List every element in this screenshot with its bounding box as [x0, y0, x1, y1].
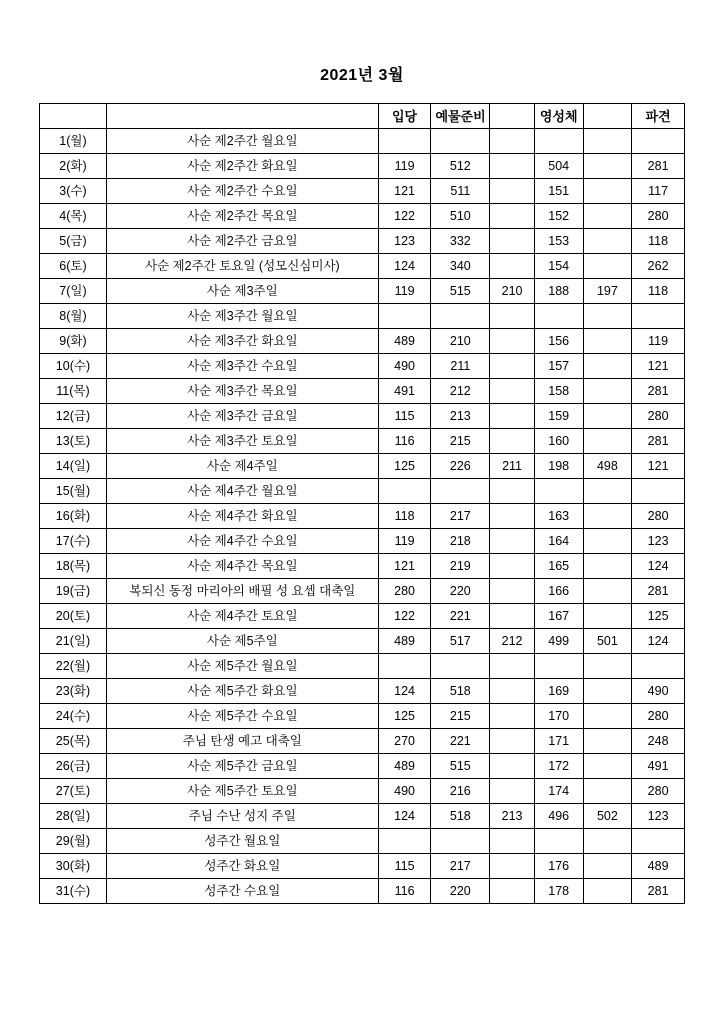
cell-dismissal: 248 — [632, 729, 685, 754]
cell-communion-2 — [583, 779, 632, 804]
cell-communion: 174 — [534, 779, 583, 804]
cell-dismissal: 281 — [632, 579, 685, 604]
cell-description: 사순 제2주간 수요일 — [106, 179, 378, 204]
cell-day: 12(금) — [40, 404, 107, 429]
table-row — [40, 554, 685, 579]
cell-entrance: 119 — [378, 279, 431, 304]
cell-entrance — [378, 304, 431, 329]
cell-day: 21(일) — [40, 629, 107, 654]
cell-description: 사순 제3주간 화요일 — [106, 329, 378, 354]
cell-description: 사순 제3주간 금요일 — [106, 404, 378, 429]
cell-day: 16(화) — [40, 504, 107, 529]
cell-offertory-2 — [490, 754, 535, 779]
cell-communion — [534, 479, 583, 504]
cell-description: 성주간 화요일 — [106, 854, 378, 879]
cell-offertory-2 — [490, 204, 535, 229]
cell-communion: 166 — [534, 579, 583, 604]
table-row — [40, 379, 685, 404]
table-row — [40, 854, 685, 879]
cell-communion-2 — [583, 154, 632, 179]
cell-day: 19(금) — [40, 579, 107, 604]
cell-day: 28(일) — [40, 804, 107, 829]
column-header-entrance: 입당 — [378, 104, 431, 129]
cell-description: 사순 제3주간 수요일 — [106, 354, 378, 379]
cell-communion-2 — [583, 504, 632, 529]
cell-offertory-2 — [490, 229, 535, 254]
cell-offertory: 213 — [431, 404, 490, 429]
cell-description: 사순 제3주간 토요일 — [106, 429, 378, 454]
table-row — [40, 654, 685, 679]
cell-offertory — [431, 479, 490, 504]
cell-dismissal: 280 — [632, 704, 685, 729]
cell-offertory-2 — [490, 304, 535, 329]
cell-communion: 152 — [534, 204, 583, 229]
cell-offertory-2: 211 — [490, 454, 535, 479]
cell-description: 사순 제2주간 금요일 — [106, 229, 378, 254]
cell-communion — [534, 304, 583, 329]
cell-offertory-2 — [490, 479, 535, 504]
table-row — [40, 804, 685, 829]
cell-communion-2 — [583, 129, 632, 154]
cell-communion: 158 — [534, 379, 583, 404]
cell-offertory — [431, 129, 490, 154]
cell-day: 22(월) — [40, 654, 107, 679]
table-row — [40, 479, 685, 504]
cell-communion-2 — [583, 229, 632, 254]
cell-dismissal: 124 — [632, 629, 685, 654]
cell-day: 2(화) — [40, 154, 107, 179]
cell-communion: 164 — [534, 529, 583, 554]
table-row — [40, 679, 685, 704]
table-row — [40, 629, 685, 654]
table-row — [40, 354, 685, 379]
cell-offertory: 220 — [431, 879, 490, 904]
cell-offertory-2 — [490, 404, 535, 429]
cell-entrance: 491 — [378, 379, 431, 404]
cell-communion: 172 — [534, 754, 583, 779]
schedule-table-container — [39, 103, 685, 904]
cell-day: 17(수) — [40, 529, 107, 554]
table-row — [40, 879, 685, 904]
cell-description: 사순 제2주간 화요일 — [106, 154, 378, 179]
cell-dismissal: 280 — [632, 779, 685, 804]
cell-communion: 504 — [534, 154, 583, 179]
cell-communion-2 — [583, 379, 632, 404]
table-header — [40, 104, 685, 129]
column-header-offertory-2 — [490, 104, 535, 129]
table-row — [40, 304, 685, 329]
cell-offertory-2 — [490, 504, 535, 529]
table-row — [40, 429, 685, 454]
table-row — [40, 604, 685, 629]
cell-dismissal: 281 — [632, 429, 685, 454]
cell-day: 23(화) — [40, 679, 107, 704]
cell-entrance — [378, 654, 431, 679]
cell-communion: 156 — [534, 329, 583, 354]
cell-entrance: 122 — [378, 604, 431, 629]
cell-communion — [534, 829, 583, 854]
cell-communion: 171 — [534, 729, 583, 754]
cell-offertory-2 — [490, 654, 535, 679]
table-row — [40, 754, 685, 779]
cell-communion-2: 498 — [583, 454, 632, 479]
cell-communion: 178 — [534, 879, 583, 904]
table-row — [40, 204, 685, 229]
cell-day: 5(금) — [40, 229, 107, 254]
table-row — [40, 154, 685, 179]
cell-day: 30(화) — [40, 854, 107, 879]
cell-communion: 169 — [534, 679, 583, 704]
cell-description: 사순 제2주간 토요일 (성모신심미사) — [106, 254, 378, 279]
cell-day: 18(목) — [40, 554, 107, 579]
cell-entrance: 115 — [378, 854, 431, 879]
cell-offertory-2 — [490, 329, 535, 354]
cell-communion — [534, 129, 583, 154]
cell-offertory-2: 210 — [490, 279, 535, 304]
cell-communion: 170 — [534, 704, 583, 729]
cell-entrance: 270 — [378, 729, 431, 754]
cell-day: 1(월) — [40, 129, 107, 154]
cell-day: 10(수) — [40, 354, 107, 379]
cell-entrance: 490 — [378, 779, 431, 804]
cell-communion-2: 501 — [583, 629, 632, 654]
table-row — [40, 829, 685, 854]
cell-entrance: 116 — [378, 879, 431, 904]
cell-description: 사순 제5주간 수요일 — [106, 704, 378, 729]
cell-entrance: 490 — [378, 354, 431, 379]
cell-dismissal: 118 — [632, 229, 685, 254]
cell-offertory-2 — [490, 379, 535, 404]
cell-entrance: 121 — [378, 179, 431, 204]
cell-day: 6(토) — [40, 254, 107, 279]
cell-description: 사순 제5주간 금요일 — [106, 754, 378, 779]
table-row — [40, 504, 685, 529]
cell-entrance: 119 — [378, 154, 431, 179]
cell-offertory: 212 — [431, 379, 490, 404]
cell-communion — [534, 654, 583, 679]
cell-day: 15(월) — [40, 479, 107, 504]
cell-dismissal: 119 — [632, 329, 685, 354]
cell-dismissal: 117 — [632, 179, 685, 204]
cell-day: 25(목) — [40, 729, 107, 754]
cell-description: 사순 제3주간 목요일 — [106, 379, 378, 404]
cell-offertory: 518 — [431, 679, 490, 704]
cell-communion-2 — [583, 554, 632, 579]
cell-dismissal — [632, 304, 685, 329]
schedule-table — [39, 103, 685, 904]
cell-description: 성주간 월요일 — [106, 829, 378, 854]
cell-offertory-2 — [490, 179, 535, 204]
cell-communion: 157 — [534, 354, 583, 379]
cell-dismissal: 280 — [632, 404, 685, 429]
cell-entrance — [378, 829, 431, 854]
cell-offertory-2 — [490, 529, 535, 554]
cell-dismissal: 281 — [632, 154, 685, 179]
table-row — [40, 779, 685, 804]
cell-communion: 160 — [534, 429, 583, 454]
cell-dismissal: 262 — [632, 254, 685, 279]
cell-day: 3(수) — [40, 179, 107, 204]
cell-dismissal: 280 — [632, 204, 685, 229]
cell-offertory: 332 — [431, 229, 490, 254]
cell-offertory: 515 — [431, 279, 490, 304]
cell-entrance: 124 — [378, 679, 431, 704]
cell-dismissal: 281 — [632, 379, 685, 404]
table-body — [40, 129, 685, 904]
cell-offertory-2 — [490, 429, 535, 454]
cell-communion-2 — [583, 854, 632, 879]
cell-communion-2: 197 — [583, 279, 632, 304]
table-row — [40, 279, 685, 304]
cell-communion-2 — [583, 604, 632, 629]
cell-offertory-2: 213 — [490, 804, 535, 829]
cell-offertory-2: 212 — [490, 629, 535, 654]
cell-offertory-2 — [490, 679, 535, 704]
cell-day: 11(목) — [40, 379, 107, 404]
cell-day: 26(금) — [40, 754, 107, 779]
cell-communion-2 — [583, 204, 632, 229]
table-row — [40, 529, 685, 554]
cell-offertory: 220 — [431, 579, 490, 604]
cell-offertory-2 — [490, 154, 535, 179]
cell-communion-2 — [583, 729, 632, 754]
cell-day: 14(일) — [40, 454, 107, 479]
cell-offertory-2 — [490, 579, 535, 604]
cell-description: 사순 제4주간 화요일 — [106, 504, 378, 529]
cell-dismissal: 490 — [632, 679, 685, 704]
table-header-row — [40, 104, 685, 129]
cell-dismissal: 121 — [632, 354, 685, 379]
cell-communion: 165 — [534, 554, 583, 579]
cell-entrance: 119 — [378, 529, 431, 554]
cell-offertory: 215 — [431, 429, 490, 454]
cell-entrance: 118 — [378, 504, 431, 529]
table-row — [40, 254, 685, 279]
cell-offertory: 515 — [431, 754, 490, 779]
cell-offertory: 219 — [431, 554, 490, 579]
cell-entrance: 121 — [378, 554, 431, 579]
table-row — [40, 579, 685, 604]
cell-offertory: 221 — [431, 604, 490, 629]
cell-communion-2 — [583, 429, 632, 454]
cell-communion: 153 — [534, 229, 583, 254]
cell-description: 사순 제4주일 — [106, 454, 378, 479]
cell-offertory-2 — [490, 729, 535, 754]
cell-offertory: 218 — [431, 529, 490, 554]
cell-dismissal: 121 — [632, 454, 685, 479]
cell-description: 사순 제2주간 목요일 — [106, 204, 378, 229]
table-row — [40, 129, 685, 154]
cell-communion: 188 — [534, 279, 583, 304]
cell-description: 사순 제5주일 — [106, 629, 378, 654]
cell-communion: 154 — [534, 254, 583, 279]
cell-offertory: 211 — [431, 354, 490, 379]
cell-offertory: 518 — [431, 804, 490, 829]
cell-dismissal: 489 — [632, 854, 685, 879]
cell-communion-2 — [583, 679, 632, 704]
cell-entrance: 123 — [378, 229, 431, 254]
cell-entrance: 125 — [378, 454, 431, 479]
cell-dismissal — [632, 129, 685, 154]
cell-entrance: 489 — [378, 329, 431, 354]
cell-communion-2 — [583, 754, 632, 779]
cell-description: 사순 제3주일 — [106, 279, 378, 304]
cell-entrance: 280 — [378, 579, 431, 604]
cell-description: 복되신 동정 마리아의 배필 성 요셉 대축일 — [106, 579, 378, 604]
cell-communion: 496 — [534, 804, 583, 829]
table-row — [40, 179, 685, 204]
cell-offertory: 340 — [431, 254, 490, 279]
page-title: 2021년 3월 — [320, 67, 404, 84]
cell-communion-2 — [583, 654, 632, 679]
cell-entrance: 122 — [378, 204, 431, 229]
cell-dismissal: 118 — [632, 279, 685, 304]
cell-day: 8(월) — [40, 304, 107, 329]
column-header-dismissal: 파견 — [632, 104, 685, 129]
cell-communion: 159 — [534, 404, 583, 429]
cell-offertory-2 — [490, 604, 535, 629]
cell-description: 사순 제5주간 화요일 — [106, 679, 378, 704]
column-header-description — [106, 104, 378, 129]
column-header-day — [40, 104, 107, 129]
cell-dismissal: 123 — [632, 529, 685, 554]
cell-day: 31(수) — [40, 879, 107, 904]
cell-communion-2 — [583, 479, 632, 504]
cell-offertory-2 — [490, 779, 535, 804]
cell-communion-2 — [583, 254, 632, 279]
cell-entrance: 116 — [378, 429, 431, 454]
cell-offertory-2 — [490, 829, 535, 854]
column-header-communion-2 — [583, 104, 632, 129]
cell-offertory-2 — [490, 554, 535, 579]
table-row — [40, 329, 685, 354]
cell-communion-2 — [583, 829, 632, 854]
cell-communion-2 — [583, 404, 632, 429]
cell-communion: 167 — [534, 604, 583, 629]
cell-communion: 163 — [534, 504, 583, 529]
cell-entrance: 124 — [378, 254, 431, 279]
cell-day: 27(토) — [40, 779, 107, 804]
cell-communion-2 — [583, 354, 632, 379]
cell-description: 사순 제4주간 수요일 — [106, 529, 378, 554]
cell-offertory-2 — [490, 354, 535, 379]
table-row — [40, 704, 685, 729]
cell-description: 성주간 수요일 — [106, 879, 378, 904]
cell-offertory: 217 — [431, 854, 490, 879]
cell-offertory: 217 — [431, 504, 490, 529]
cell-offertory-2 — [490, 129, 535, 154]
table-row — [40, 729, 685, 754]
cell-day: 29(월) — [40, 829, 107, 854]
cell-offertory — [431, 654, 490, 679]
cell-dismissal — [632, 654, 685, 679]
cell-offertory-2 — [490, 879, 535, 904]
cell-offertory: 510 — [431, 204, 490, 229]
cell-description: 사순 제4주간 토요일 — [106, 604, 378, 629]
cell-offertory-2 — [490, 854, 535, 879]
cell-description: 사순 제5주간 월요일 — [106, 654, 378, 679]
cell-entrance: 125 — [378, 704, 431, 729]
cell-offertory: 512 — [431, 154, 490, 179]
cell-offertory: 511 — [431, 179, 490, 204]
cell-entrance — [378, 479, 431, 504]
cell-description: 사순 제3주간 월요일 — [106, 304, 378, 329]
cell-dismissal: 491 — [632, 754, 685, 779]
cell-description: 사순 제4주간 목요일 — [106, 554, 378, 579]
column-header-offertory: 예물준비 — [431, 104, 490, 129]
cell-entrance: 489 — [378, 629, 431, 654]
cell-communion: 198 — [534, 454, 583, 479]
cell-description: 주님 수난 성지 주일 — [106, 804, 378, 829]
cell-entrance: 124 — [378, 804, 431, 829]
cell-communion-2 — [583, 329, 632, 354]
cell-communion: 176 — [534, 854, 583, 879]
cell-offertory: 517 — [431, 629, 490, 654]
cell-entrance: 115 — [378, 404, 431, 429]
cell-offertory — [431, 304, 490, 329]
cell-offertory-2 — [490, 254, 535, 279]
cell-dismissal: 124 — [632, 554, 685, 579]
cell-day: 7(일) — [40, 279, 107, 304]
cell-offertory — [431, 829, 490, 854]
cell-offertory-2 — [490, 704, 535, 729]
cell-dismissal: 125 — [632, 604, 685, 629]
cell-dismissal: 280 — [632, 504, 685, 529]
cell-description: 사순 제4주간 월요일 — [106, 479, 378, 504]
cell-description: 주님 탄생 예고 대축일 — [106, 729, 378, 754]
cell-dismissal: 281 — [632, 879, 685, 904]
table-row — [40, 404, 685, 429]
cell-communion: 151 — [534, 179, 583, 204]
cell-offertory: 215 — [431, 704, 490, 729]
cell-entrance: 489 — [378, 754, 431, 779]
cell-offertory: 216 — [431, 779, 490, 804]
cell-communion-2 — [583, 879, 632, 904]
cell-description: 사순 제2주간 월요일 — [106, 129, 378, 154]
cell-dismissal — [632, 479, 685, 504]
cell-communion-2 — [583, 529, 632, 554]
cell-communion: 499 — [534, 629, 583, 654]
column-header-communion: 영성체 — [534, 104, 583, 129]
cell-communion-2 — [583, 304, 632, 329]
cell-day: 9(화) — [40, 329, 107, 354]
cell-communion-2 — [583, 579, 632, 604]
cell-communion-2 — [583, 704, 632, 729]
cell-day: 20(토) — [40, 604, 107, 629]
cell-communion-2: 502 — [583, 804, 632, 829]
cell-offertory: 226 — [431, 454, 490, 479]
table-row — [40, 229, 685, 254]
table-row — [40, 454, 685, 479]
cell-communion-2 — [583, 179, 632, 204]
cell-offertory: 210 — [431, 329, 490, 354]
cell-dismissal — [632, 829, 685, 854]
cell-entrance — [378, 129, 431, 154]
cell-offertory: 221 — [431, 729, 490, 754]
cell-day: 4(목) — [40, 204, 107, 229]
cell-day: 24(수) — [40, 704, 107, 729]
cell-day: 13(토) — [40, 429, 107, 454]
cell-description: 사순 제5주간 토요일 — [106, 779, 378, 804]
cell-dismissal: 123 — [632, 804, 685, 829]
